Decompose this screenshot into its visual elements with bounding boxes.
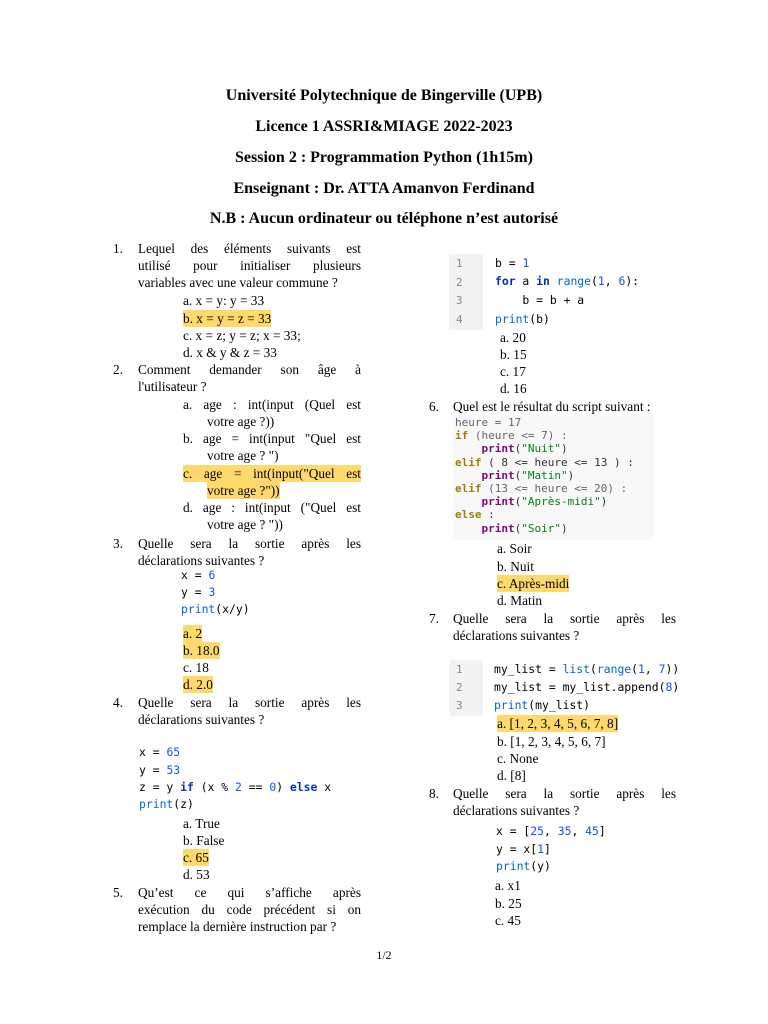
option-c: c. x = z; y = z; x = 33; <box>183 328 301 343</box>
header-program: Licence 1 ASSRI&MIAGE 2022-2023 <box>255 118 513 135</box>
question-number: 6. <box>429 399 439 414</box>
question-number: 3. <box>113 536 123 551</box>
line-number: 3 <box>456 294 463 307</box>
question-text: Quel est le résultat du script suivant : <box>453 399 651 414</box>
code-line: y = x[1] <box>496 842 551 856</box>
line-number: 4 <box>456 313 463 326</box>
question-number: 4. <box>113 695 123 710</box>
option-d: d. 53 <box>183 867 210 882</box>
question-number: 1. <box>113 241 123 256</box>
option-a: a. 20 <box>500 330 526 345</box>
option-b-cont: votre age ? ") <box>207 448 279 463</box>
code-gutter-bg <box>449 254 483 330</box>
code-line: print(x/y) <box>181 602 250 616</box>
question-text: exécution du code précédent si on <box>138 902 361 917</box>
option-a-cont: votre age ?)) <box>207 414 275 429</box>
question-text: Quelle sera la sortie après les <box>453 611 676 626</box>
question-text: déclarations suivantes ? <box>453 628 580 643</box>
question-text: variables avec une valeur commune ? <box>138 275 338 290</box>
option-a-highlighted: a. [1, 2, 3, 4, 5, 6, 7, 8] <box>497 716 619 731</box>
code-line: x = 65 <box>139 745 181 759</box>
option-d-cont: votre age ? ")) <box>207 517 283 532</box>
line-number: 2 <box>456 276 463 289</box>
code-gutter-bg <box>449 660 483 716</box>
option-d-highlighted: d. 2.0 <box>183 677 213 692</box>
option-c: c. None <box>497 751 539 766</box>
option-c: c. 18 <box>183 660 209 675</box>
code-line: z = y if (x % 2 == 0) else x <box>139 780 332 794</box>
option-a: a. True <box>183 816 220 831</box>
code-line: my_list = my_list.append(8) <box>494 680 680 694</box>
option-b: b. age = int(input "Quel est <box>183 431 361 446</box>
question-text: Lequel des éléments suivants est <box>138 241 361 256</box>
code-line: x = [25, 35, 45] <box>496 824 606 838</box>
line-number: 1 <box>456 663 463 676</box>
code-line: print(b) <box>495 312 550 326</box>
question-number: 8. <box>429 786 439 801</box>
code-line: b = b + a <box>495 293 585 307</box>
option-b: b. 25 <box>495 896 522 911</box>
option-a: a. x1 <box>495 878 521 893</box>
option-b-highlighted: b. x = y = z = 33 <box>183 311 272 326</box>
page-number: 1/2 <box>376 948 392 962</box>
option-b: b. Nuit <box>497 559 534 574</box>
option-a: a. age : int(input (Quel est <box>183 397 361 412</box>
option-c-cont: votre age ?")) <box>207 483 280 498</box>
header-note: N.B : Aucun ordinateur ou téléphone n’est autorisé <box>209 210 559 227</box>
line-number: 2 <box>456 681 463 694</box>
code-line: for a in range(1, 6): <box>495 274 640 288</box>
question-number: 7. <box>429 611 439 626</box>
code-line: y = 53 <box>139 763 181 777</box>
question-text: déclarations suivantes ? <box>138 712 265 727</box>
question-text: Quelle sera la sortie après les <box>138 695 361 710</box>
option-a-highlighted: a. 2 <box>183 626 203 641</box>
code-line: my_list = list(range(1, 7)) <box>494 662 680 676</box>
code-line: print(z) <box>139 797 194 811</box>
code-line: x = 6 <box>181 568 216 582</box>
question-text: déclarations suivantes ? <box>453 803 580 818</box>
option-d: d. Matin <box>497 593 543 608</box>
question-text: Quelle sera la sortie après les <box>453 786 676 801</box>
code-line: y = 3 <box>181 585 216 599</box>
option-d: d. [8] <box>497 768 526 783</box>
code-line: print(y) <box>496 859 551 873</box>
question-number: 5. <box>113 885 123 900</box>
code-line: print(my_list) <box>494 698 591 712</box>
option-c-highlighted: c. 65 <box>183 850 209 865</box>
question-number: 2. <box>113 362 123 377</box>
option-b: b. 15 <box>500 347 527 362</box>
option-b: b. [1, 2, 3, 4, 5, 6, 7] <box>497 734 606 749</box>
option-d: d. 16 <box>500 381 527 396</box>
header-teacher: Enseignant : Dr. ATTA Amanvon Ferdinand <box>233 180 535 197</box>
option-b-highlighted: b. 18.0 <box>183 643 220 658</box>
header-session: Session 2 : Programmation Python (1h15m) <box>235 149 533 166</box>
code-block: heure = 17 if (heure <= 7) : print("Nuit") elif ( 8 <= heure <= 13 ) : print("Matin") elif (13 <= heure <= 20) : print("Après-midi") else : print("Soir") <box>455 416 634 535</box>
option-c: c. 17 <box>500 364 526 379</box>
question-text: Quelle sera la sortie après les <box>138 536 361 551</box>
option-a: a. Soir <box>497 541 532 556</box>
question-text: utilisé pour initialiser plusieurs <box>138 258 361 273</box>
line-number: 3 <box>456 699 463 712</box>
code-line: b = 1 <box>495 256 530 270</box>
option-a: a. x = y: y = 33 <box>183 293 265 308</box>
option-c-highlighted: c. age = int(input("Quel est <box>183 466 361 481</box>
question-text: remplace la dernière instruction par ? <box>138 919 337 934</box>
question-text: l'utilisateur ? <box>138 379 207 394</box>
line-number: 1 <box>456 257 463 270</box>
option-d: d. age : int(input ("Quel est <box>183 500 361 515</box>
question-text: déclarations suivantes ? <box>138 553 265 568</box>
option-d: d. x & y & z = 33 <box>183 345 277 360</box>
option-c: c. 45 <box>495 913 521 928</box>
question-text: Qu’est ce qui s’affiche après <box>138 885 361 900</box>
option-b: b. False <box>183 833 225 848</box>
option-c-highlighted: c. Après-midi <box>497 576 570 591</box>
header-university: Université Polytechnique de Bingerville (UPB) <box>225 87 543 104</box>
question-text: Comment demander son âge à <box>138 362 361 377</box>
